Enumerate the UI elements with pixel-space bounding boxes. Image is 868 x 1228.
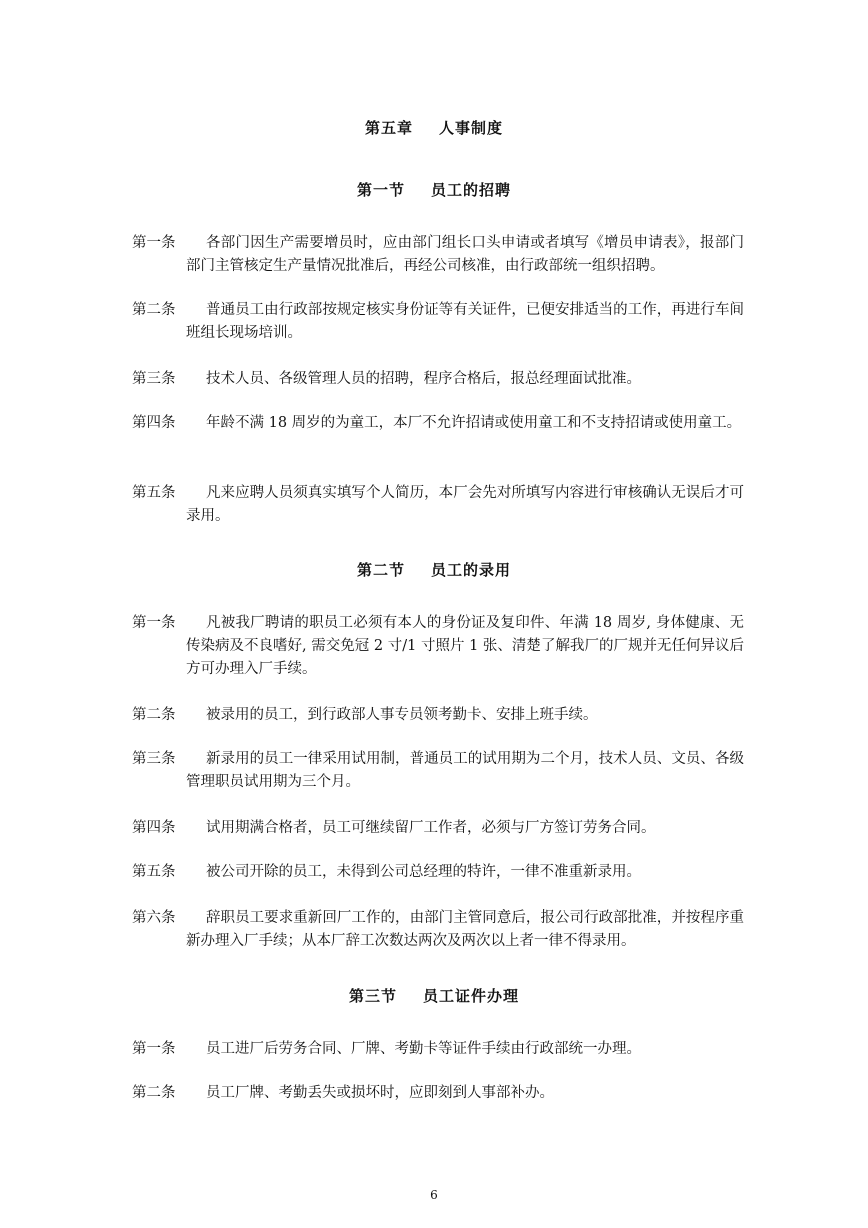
article xyxy=(132,412,744,435)
article-number: 第五条 xyxy=(132,485,176,501)
article-text: 被公司开除的员工，未得到公司总经理的特许，一律不准重新录用。 xyxy=(206,864,641,880)
section-title xyxy=(0,559,868,580)
article-number: 第三条 xyxy=(132,751,176,767)
article-text: 各部门因生产需要增员时，应由部门组长口头申请或者填写《增员申请表》，报部门部门主管核定生产量情况批准后，再经公司核准，由行政部统一组织招聘。 xyxy=(186,235,744,274)
article-text: 试用期满合格者，员工可继续留厂工作者，必须与厂方签订劳务合同。 xyxy=(206,820,656,836)
article xyxy=(132,612,744,681)
article-number: 第四条 xyxy=(132,415,176,431)
section-name: 员工的招聘 xyxy=(431,181,512,199)
article xyxy=(132,907,744,953)
article-text: 凡来应聘人员须真实填写个人简历，本厂会先对所填写内容进行审核确认无误后才可录用。 xyxy=(186,485,744,524)
article-number: 第四条 xyxy=(132,820,176,836)
article xyxy=(132,232,744,278)
section-title xyxy=(0,985,868,1006)
article xyxy=(132,1082,744,1105)
article-number: 第五条 xyxy=(132,864,176,880)
article xyxy=(132,1038,744,1061)
article xyxy=(132,704,744,727)
article-number: 第二条 xyxy=(132,707,176,723)
article-number: 第一条 xyxy=(132,615,176,631)
section-number: 第一节 xyxy=(356,181,405,199)
article xyxy=(132,299,744,345)
article xyxy=(132,817,744,840)
article-text: 员工进厂后劳务合同、厂牌、考勤卡等证件手续由行政部统一办理。 xyxy=(206,1041,641,1057)
article-number: 第二条 xyxy=(132,302,176,318)
article-number: 第一条 xyxy=(132,235,176,251)
article-text: 员工厂牌、考勤丢失或损坏时，应即刻到人事部补办。 xyxy=(206,1085,554,1101)
section-name: 员工的录用 xyxy=(431,561,512,579)
chapter-title xyxy=(0,117,868,138)
article-text: 被录用的员工，到行政部人事专员领考勤卡、安排上班手续。 xyxy=(206,707,598,723)
article-text: 辞职员工要求重新回厂工作的，由部门主管同意后，报公司行政部批准，并按程序重新办理入厂手续；从本厂辞工次数达两次及两次以上者一律不得录用。 xyxy=(186,910,744,949)
article-number: 第三条 xyxy=(132,371,176,387)
article-text: 年龄不满 18 周岁的为童工，本厂不允许招请或使用童工和不支持招请或使用童工。 xyxy=(206,415,742,431)
article-number: 第一条 xyxy=(132,1041,176,1057)
article xyxy=(132,368,744,391)
chapter-name: 人事制度 xyxy=(439,119,504,137)
article xyxy=(132,748,744,794)
article-text: 凡被我厂聘请的职员工必须有本人的身份证及复印件、年满 18 周岁, 身体健康、无传染病及不良嗜好, 需交免冠 2 寸/1 寸照片 1 张、清楚了解我厂的厂规并无任何异议后方可办理入厂手续。 xyxy=(186,615,744,677)
article-number: 第二条 xyxy=(132,1085,176,1101)
article xyxy=(132,482,744,528)
article-text: 技术人员、各级管理人员的招聘，程序合格后，报总经理面试批准。 xyxy=(206,371,641,387)
section-number: 第二节 xyxy=(356,561,405,579)
page-number: 6 xyxy=(430,1188,438,1202)
section-number: 第三节 xyxy=(348,987,397,1005)
chapter-number: 第五章 xyxy=(364,119,413,137)
article-text: 普通员工由行政部按规定核实身份证等有关证件，已便安排适当的工作，再进行车间班组长现场培训。 xyxy=(186,302,744,341)
article-text: 新录用的员工一律采用试用制，普通员工的试用期为二个月，技术人员、文员、各级管理职员试用期为三个月。 xyxy=(186,751,744,790)
article-number: 第六条 xyxy=(132,910,176,926)
section-title xyxy=(0,179,868,200)
section-name: 员工证件办理 xyxy=(423,987,520,1005)
article xyxy=(132,861,744,884)
